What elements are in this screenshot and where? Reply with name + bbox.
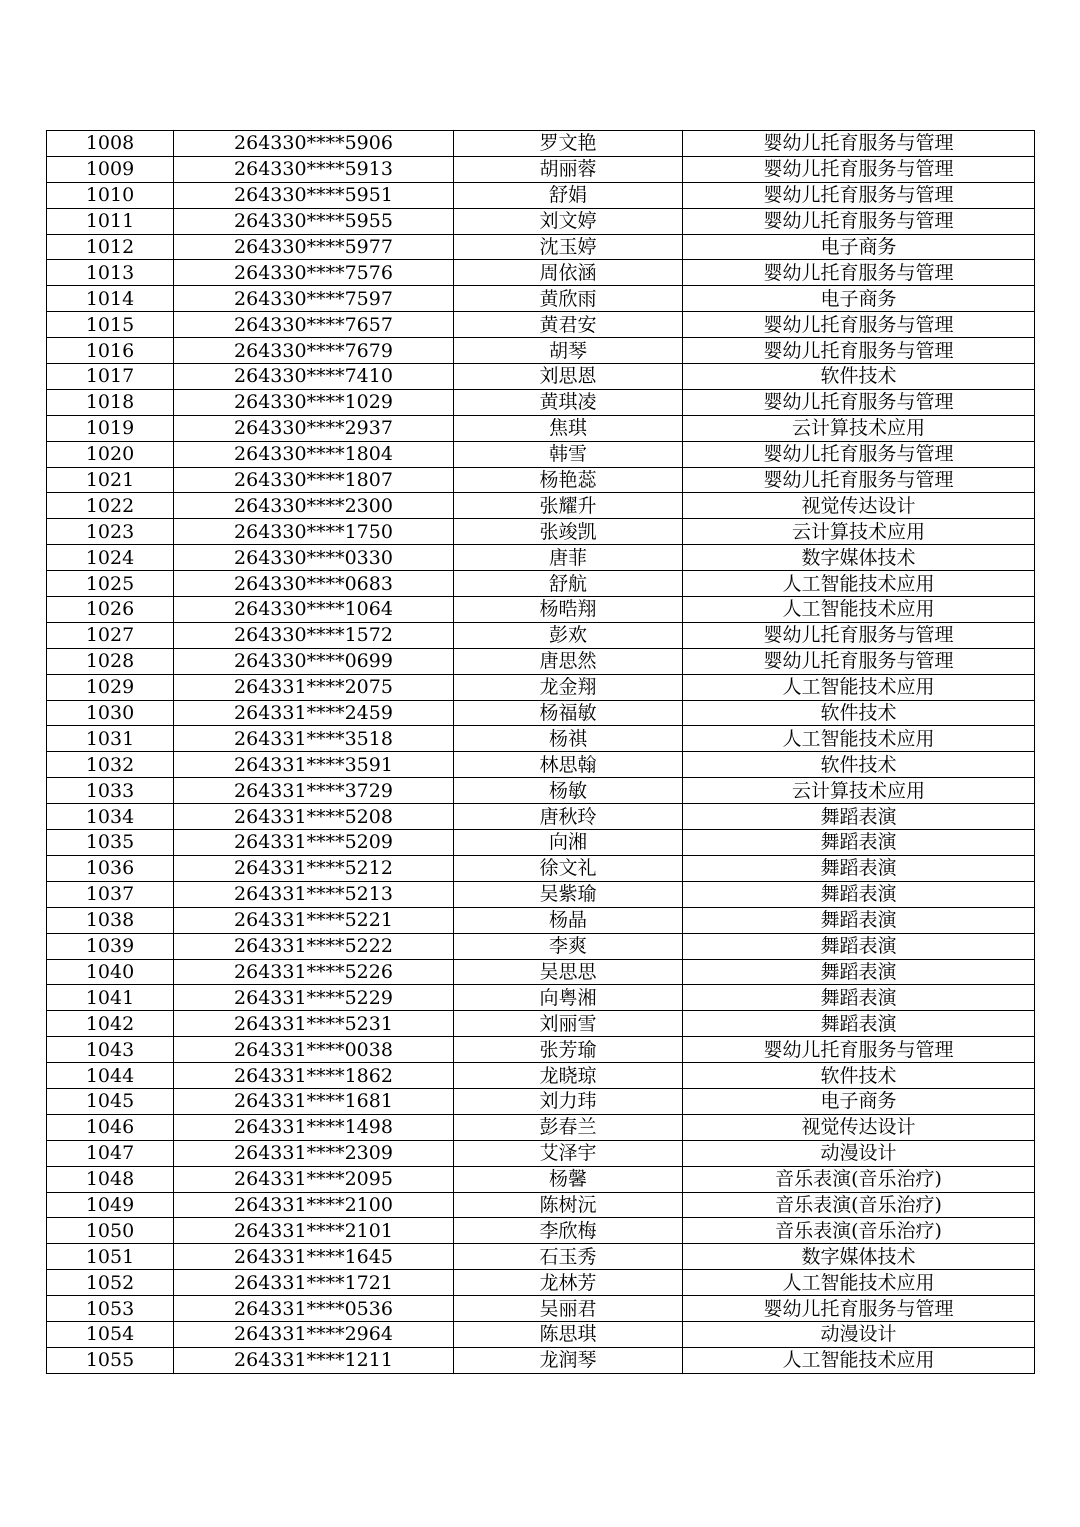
id-number-cell: 264330****1572	[174, 622, 454, 648]
student-name-cell: 杨晶	[454, 907, 683, 933]
major-cell: 婴幼儿托育服务与管理	[683, 260, 1035, 286]
major-cell: 人工智能技术应用	[683, 1347, 1035, 1373]
table-row	[47, 855, 1035, 881]
major-cell: 动漫设计	[683, 1321, 1035, 1347]
id-number-cell: 264331****5209	[174, 830, 454, 856]
id-number-cell: 264331****2309	[174, 1140, 454, 1166]
major-cell: 人工智能技术应用	[683, 1270, 1035, 1296]
student-name-cell: 彭春兰	[454, 1114, 683, 1140]
id-number-cell: 264330****7657	[174, 312, 454, 338]
student-roster-table	[46, 130, 1035, 1374]
table-row	[47, 156, 1035, 182]
student-name-cell: 唐秋玲	[454, 804, 683, 830]
major-cell: 视觉传达设计	[683, 493, 1035, 519]
serial-number-cell: 1020	[47, 441, 174, 467]
student-name-cell: 黄琪凌	[454, 389, 683, 415]
serial-number-cell: 1016	[47, 338, 174, 364]
id-number-cell: 264331****1498	[174, 1114, 454, 1140]
id-number-cell: 264330****1029	[174, 389, 454, 415]
major-cell: 婴幼儿托育服务与管理	[683, 389, 1035, 415]
serial-number-cell: 1036	[47, 855, 174, 881]
serial-number-cell: 1023	[47, 519, 174, 545]
table-row	[47, 674, 1035, 700]
major-cell: 舞蹈表演	[683, 959, 1035, 985]
student-name-cell: 陈思琪	[454, 1321, 683, 1347]
serial-number-cell: 1011	[47, 208, 174, 234]
major-cell: 舞蹈表演	[683, 855, 1035, 881]
table-row	[47, 700, 1035, 726]
serial-number-cell: 1030	[47, 700, 174, 726]
student-name-cell: 林思翰	[454, 752, 683, 778]
id-number-cell: 264330****0330	[174, 545, 454, 571]
table-row	[47, 959, 1035, 985]
student-name-cell: 胡琴	[454, 338, 683, 364]
student-name-cell: 陈树沅	[454, 1192, 683, 1218]
student-name-cell: 焦琪	[454, 415, 683, 441]
table-row	[47, 208, 1035, 234]
table-row	[47, 933, 1035, 959]
id-number-cell: 264330****7679	[174, 338, 454, 364]
student-name-cell: 李欣梅	[454, 1218, 683, 1244]
id-number-cell: 264331****1211	[174, 1347, 454, 1373]
table-row	[47, 519, 1035, 545]
major-cell: 婴幼儿托育服务与管理	[683, 1037, 1035, 1063]
major-cell: 婴幼儿托育服务与管理	[683, 441, 1035, 467]
major-cell: 舞蹈表演	[683, 830, 1035, 856]
serial-number-cell: 1022	[47, 493, 174, 519]
major-cell: 舞蹈表演	[683, 933, 1035, 959]
serial-number-cell: 1014	[47, 286, 174, 312]
major-cell: 舞蹈表演	[683, 907, 1035, 933]
table-row	[47, 752, 1035, 778]
student-name-cell: 舒航	[454, 571, 683, 597]
table-row	[47, 1270, 1035, 1296]
id-number-cell: 264330****1807	[174, 467, 454, 493]
table-row	[47, 1140, 1035, 1166]
serial-number-cell: 1037	[47, 881, 174, 907]
serial-number-cell: 1039	[47, 933, 174, 959]
major-cell: 电子商务	[683, 286, 1035, 312]
table-row	[47, 726, 1035, 752]
major-cell: 舞蹈表演	[683, 881, 1035, 907]
id-number-cell: 264331****2101	[174, 1218, 454, 1244]
id-number-cell: 264331****1862	[174, 1063, 454, 1089]
serial-number-cell: 1034	[47, 804, 174, 830]
id-number-cell: 264331****0536	[174, 1296, 454, 1322]
student-name-cell: 杨艳蕊	[454, 467, 683, 493]
table-row	[47, 286, 1035, 312]
serial-number-cell: 1028	[47, 648, 174, 674]
table-row	[47, 467, 1035, 493]
student-name-cell: 向粤湘	[454, 985, 683, 1011]
id-number-cell: 264330****1750	[174, 519, 454, 545]
id-number-cell: 264331****1721	[174, 1270, 454, 1296]
student-name-cell: 刘思恩	[454, 364, 683, 390]
id-number-cell: 264331****5212	[174, 855, 454, 881]
major-cell: 舞蹈表演	[683, 804, 1035, 830]
student-name-cell: 张芳瑜	[454, 1037, 683, 1063]
id-number-cell: 264330****2300	[174, 493, 454, 519]
table-row	[47, 312, 1035, 338]
serial-number-cell: 1053	[47, 1296, 174, 1322]
major-cell: 婴幼儿托育服务与管理	[683, 208, 1035, 234]
major-cell: 婴幼儿托育服务与管理	[683, 182, 1035, 208]
major-cell: 音乐表演(音乐治疗)	[683, 1218, 1035, 1244]
major-cell: 人工智能技术应用	[683, 597, 1035, 623]
student-name-cell: 杨晧翔	[454, 597, 683, 623]
serial-number-cell: 1051	[47, 1244, 174, 1270]
student-name-cell: 沈玉婷	[454, 234, 683, 260]
id-number-cell: 264331****5213	[174, 881, 454, 907]
major-cell: 软件技术	[683, 700, 1035, 726]
id-number-cell: 264331****2459	[174, 700, 454, 726]
id-number-cell: 264331****1645	[174, 1244, 454, 1270]
student-name-cell: 向湘	[454, 830, 683, 856]
table-row	[47, 1321, 1035, 1347]
major-cell: 电子商务	[683, 234, 1035, 260]
table-row	[47, 804, 1035, 830]
student-name-cell: 刘丽雪	[454, 1011, 683, 1037]
student-name-cell: 杨福敏	[454, 700, 683, 726]
student-name-cell: 龙润琴	[454, 1347, 683, 1373]
table-row	[47, 364, 1035, 390]
serial-number-cell: 1048	[47, 1166, 174, 1192]
table-row	[47, 597, 1035, 623]
table-row	[47, 778, 1035, 804]
serial-number-cell: 1052	[47, 1270, 174, 1296]
serial-number-cell: 1045	[47, 1088, 174, 1114]
roster-body	[47, 131, 1035, 1374]
id-number-cell: 264330****7410	[174, 364, 454, 390]
serial-number-cell: 1026	[47, 597, 174, 623]
id-number-cell: 264331****5231	[174, 1011, 454, 1037]
student-name-cell: 吴丽君	[454, 1296, 683, 1322]
student-name-cell: 龙林芳	[454, 1270, 683, 1296]
id-number-cell: 264330****2937	[174, 415, 454, 441]
id-number-cell: 264330****1804	[174, 441, 454, 467]
table-row	[47, 1166, 1035, 1192]
id-number-cell: 264331****1681	[174, 1088, 454, 1114]
major-cell: 动漫设计	[683, 1140, 1035, 1166]
major-cell: 舞蹈表演	[683, 985, 1035, 1011]
id-number-cell: 264330****5951	[174, 182, 454, 208]
id-number-cell: 264331****2100	[174, 1192, 454, 1218]
student-name-cell: 吴思思	[454, 959, 683, 985]
serial-number-cell: 1021	[47, 467, 174, 493]
major-cell: 数字媒体技术	[683, 545, 1035, 571]
student-name-cell: 胡丽蓉	[454, 156, 683, 182]
student-name-cell: 张竣凯	[454, 519, 683, 545]
student-name-cell: 唐思然	[454, 648, 683, 674]
id-number-cell: 264330****7576	[174, 260, 454, 286]
table-row	[47, 1114, 1035, 1140]
table-row	[47, 493, 1035, 519]
id-number-cell: 264331****2964	[174, 1321, 454, 1347]
student-name-cell: 刘力玮	[454, 1088, 683, 1114]
table-row	[47, 234, 1035, 260]
serial-number-cell: 1041	[47, 985, 174, 1011]
student-name-cell: 唐菲	[454, 545, 683, 571]
serial-number-cell: 1018	[47, 389, 174, 415]
student-name-cell: 徐文礼	[454, 855, 683, 881]
id-number-cell: 264331****5226	[174, 959, 454, 985]
table-row	[47, 1088, 1035, 1114]
id-number-cell: 264330****5906	[174, 131, 454, 157]
student-name-cell: 石玉秀	[454, 1244, 683, 1270]
major-cell: 婴幼儿托育服务与管理	[683, 338, 1035, 364]
serial-number-cell: 1031	[47, 726, 174, 752]
major-cell: 数字媒体技术	[683, 1244, 1035, 1270]
major-cell: 电子商务	[683, 1088, 1035, 1114]
serial-number-cell: 1010	[47, 182, 174, 208]
serial-number-cell: 1025	[47, 571, 174, 597]
student-name-cell: 彭欢	[454, 622, 683, 648]
serial-number-cell: 1044	[47, 1063, 174, 1089]
major-cell: 婴幼儿托育服务与管理	[683, 131, 1035, 157]
table-row	[47, 182, 1035, 208]
serial-number-cell: 1042	[47, 1011, 174, 1037]
id-number-cell: 264331****0038	[174, 1037, 454, 1063]
table-row	[47, 1244, 1035, 1270]
student-name-cell: 周依涵	[454, 260, 683, 286]
serial-number-cell: 1032	[47, 752, 174, 778]
serial-number-cell: 1009	[47, 156, 174, 182]
serial-number-cell: 1050	[47, 1218, 174, 1244]
id-number-cell: 264330****0683	[174, 571, 454, 597]
id-number-cell: 264330****5977	[174, 234, 454, 260]
student-name-cell: 黄欣雨	[454, 286, 683, 312]
student-name-cell: 杨祺	[454, 726, 683, 752]
major-cell: 婴幼儿托育服务与管理	[683, 312, 1035, 338]
major-cell: 婴幼儿托育服务与管理	[683, 622, 1035, 648]
major-cell: 人工智能技术应用	[683, 726, 1035, 752]
major-cell: 人工智能技术应用	[683, 674, 1035, 700]
id-number-cell: 264331****3729	[174, 778, 454, 804]
id-number-cell: 264331****5229	[174, 985, 454, 1011]
major-cell: 云计算技术应用	[683, 415, 1035, 441]
serial-number-cell: 1008	[47, 131, 174, 157]
table-row	[47, 338, 1035, 364]
id-number-cell: 264331****5222	[174, 933, 454, 959]
serial-number-cell: 1038	[47, 907, 174, 933]
table-row	[47, 985, 1035, 1011]
table-row	[47, 830, 1035, 856]
id-number-cell: 264330****5913	[174, 156, 454, 182]
serial-number-cell: 1029	[47, 674, 174, 700]
table-row	[47, 389, 1035, 415]
table-row	[47, 1296, 1035, 1322]
serial-number-cell: 1043	[47, 1037, 174, 1063]
table-row	[47, 1347, 1035, 1373]
table-row	[47, 881, 1035, 907]
major-cell: 音乐表演(音乐治疗)	[683, 1166, 1035, 1192]
major-cell: 舞蹈表演	[683, 1011, 1035, 1037]
table-row	[47, 1011, 1035, 1037]
student-name-cell: 舒娟	[454, 182, 683, 208]
table-row	[47, 571, 1035, 597]
table-row	[47, 441, 1035, 467]
student-name-cell: 艾泽宇	[454, 1140, 683, 1166]
id-number-cell: 264330****1064	[174, 597, 454, 623]
student-name-cell: 李爽	[454, 933, 683, 959]
major-cell: 软件技术	[683, 1063, 1035, 1089]
serial-number-cell: 1019	[47, 415, 174, 441]
major-cell: 婴幼儿托育服务与管理	[683, 156, 1035, 182]
major-cell: 云计算技术应用	[683, 778, 1035, 804]
serial-number-cell: 1024	[47, 545, 174, 571]
major-cell: 云计算技术应用	[683, 519, 1035, 545]
serial-number-cell: 1012	[47, 234, 174, 260]
id-number-cell: 264330****7597	[174, 286, 454, 312]
id-number-cell: 264331****2095	[174, 1166, 454, 1192]
serial-number-cell: 1017	[47, 364, 174, 390]
serial-number-cell: 1013	[47, 260, 174, 286]
table-row	[47, 545, 1035, 571]
student-name-cell: 刘文婷	[454, 208, 683, 234]
serial-number-cell: 1015	[47, 312, 174, 338]
student-name-cell: 张耀升	[454, 493, 683, 519]
student-name-cell: 龙晓琼	[454, 1063, 683, 1089]
table-row	[47, 415, 1035, 441]
table-row	[47, 131, 1035, 157]
student-name-cell: 杨馨	[454, 1166, 683, 1192]
id-number-cell: 264330****5955	[174, 208, 454, 234]
id-number-cell: 264331****5221	[174, 907, 454, 933]
table-row	[47, 648, 1035, 674]
serial-number-cell: 1027	[47, 622, 174, 648]
major-cell: 婴幼儿托育服务与管理	[683, 467, 1035, 493]
serial-number-cell: 1035	[47, 830, 174, 856]
id-number-cell: 264331****3518	[174, 726, 454, 752]
id-number-cell: 264331****2075	[174, 674, 454, 700]
table-row	[47, 1037, 1035, 1063]
student-name-cell: 龙金翔	[454, 674, 683, 700]
major-cell: 软件技术	[683, 364, 1035, 390]
student-name-cell: 罗文艳	[454, 131, 683, 157]
table-row	[47, 1192, 1035, 1218]
student-name-cell: 吴紫瑜	[454, 881, 683, 907]
major-cell: 音乐表演(音乐治疗)	[683, 1192, 1035, 1218]
major-cell: 婴幼儿托育服务与管理	[683, 648, 1035, 674]
table-row	[47, 622, 1035, 648]
major-cell: 软件技术	[683, 752, 1035, 778]
serial-number-cell: 1054	[47, 1321, 174, 1347]
serial-number-cell: 1047	[47, 1140, 174, 1166]
id-number-cell: 264331****5208	[174, 804, 454, 830]
id-number-cell: 264331****3591	[174, 752, 454, 778]
student-name-cell: 韩雪	[454, 441, 683, 467]
student-name-cell: 黄君安	[454, 312, 683, 338]
major-cell: 视觉传达设计	[683, 1114, 1035, 1140]
table-row	[47, 260, 1035, 286]
major-cell: 婴幼儿托育服务与管理	[683, 1296, 1035, 1322]
id-number-cell: 264330****0699	[174, 648, 454, 674]
major-cell: 人工智能技术应用	[683, 571, 1035, 597]
serial-number-cell: 1049	[47, 1192, 174, 1218]
serial-number-cell: 1033	[47, 778, 174, 804]
serial-number-cell: 1055	[47, 1347, 174, 1373]
serial-number-cell: 1046	[47, 1114, 174, 1140]
serial-number-cell: 1040	[47, 959, 174, 985]
student-name-cell: 杨敏	[454, 778, 683, 804]
table-row	[47, 907, 1035, 933]
table-row	[47, 1063, 1035, 1089]
table-row	[47, 1218, 1035, 1244]
